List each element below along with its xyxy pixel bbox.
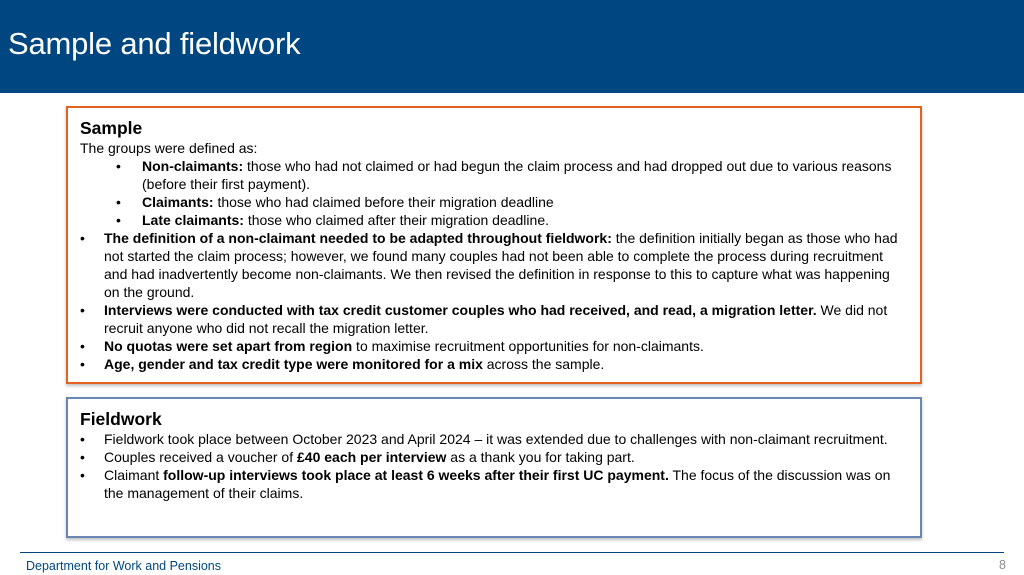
bullet: • bbox=[80, 302, 85, 318]
fieldwork-heading: Fieldwork bbox=[80, 409, 162, 429]
list-item: • Non-claimants: those who had not claimed or had begun the claim process and had dropped out due to various reasons (before their first payment). bbox=[116, 158, 892, 192]
bullet: • bbox=[116, 158, 121, 174]
list-item: • No quotas were set apart from region to maximise recruitment opportunities for non-claimants. bbox=[80, 338, 704, 354]
list-item: • Claimant follow-up interviews took place at least 6 weeks after their first UC payment. The focus of the discussion was on the management of their claims. bbox=[80, 467, 891, 501]
header-bar bbox=[0, 0, 1024, 93]
groups-list bbox=[80, 157, 908, 229]
footer-organisation: Department for Work and Pensions bbox=[26, 559, 222, 573]
bullet: • bbox=[80, 230, 85, 246]
list-item: • Couples received a voucher of £40 each per interview as a thank you for taking part. bbox=[80, 449, 635, 465]
bullet: • bbox=[80, 356, 85, 372]
list-item: • Interviews were conducted with tax credit customer couples who had received, and read, a migration letter. We did not recruit anyone who did not recall the migration letter. bbox=[80, 302, 888, 336]
fieldwork-points-list bbox=[80, 430, 908, 502]
list-item: • Late claimants: those who claimed after their migration deadline. bbox=[116, 212, 549, 228]
page-title: Sample and fieldwork bbox=[8, 26, 301, 61]
list-item: • Age, gender and tax credit type were monitored for a mix across the sample. bbox=[80, 356, 605, 372]
sample-points-list bbox=[80, 229, 908, 373]
bullet: • bbox=[116, 212, 121, 228]
bullet: • bbox=[80, 449, 85, 465]
bullet: • bbox=[80, 338, 85, 354]
bullet: • bbox=[80, 467, 85, 483]
list-item: • Fieldwork took place between October 2023 and April 2024 – it was extended due to challenges with non-claimant recruitment. bbox=[80, 431, 888, 447]
list-item: • The definition of a non-claimant needed to be adapted throughout fieldwork: the definition initially began as those who had not started the claim process; however, we found many couples had not been able to complete the process during recruitment and had inadvertently become non-claimants. We then revised the definition in response to this to capture what was happening on the ground. bbox=[80, 230, 898, 300]
bullet: • bbox=[80, 431, 85, 447]
page-number: 8 bbox=[999, 558, 1006, 572]
sample-heading: Sample bbox=[80, 118, 143, 138]
sample-box bbox=[66, 106, 922, 384]
fieldwork-box bbox=[66, 397, 922, 538]
list-item: • Claimants: those who had claimed before their migration deadline bbox=[116, 194, 554, 210]
bullet: • bbox=[116, 194, 121, 210]
footer-divider bbox=[20, 552, 1004, 553]
sample-intro: The groups were defined as: bbox=[80, 140, 258, 156]
